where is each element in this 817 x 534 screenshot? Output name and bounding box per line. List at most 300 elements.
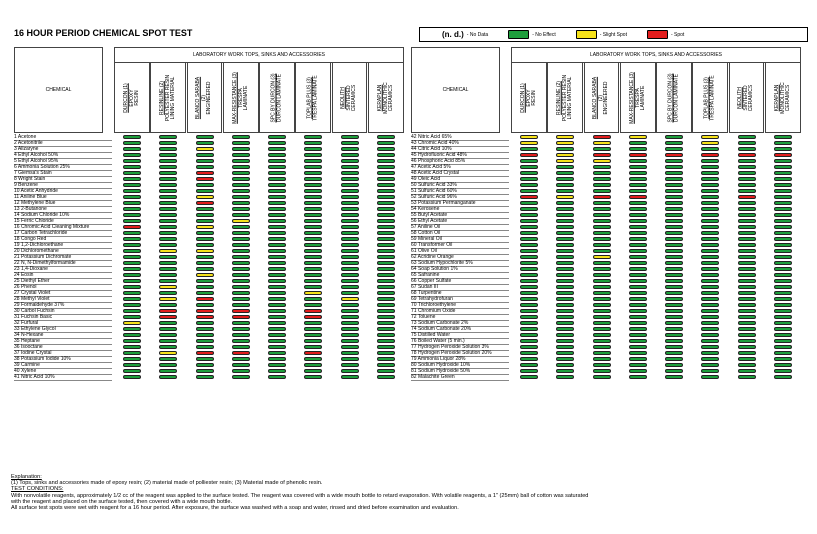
result-indicator [196,189,214,193]
result-indicator [377,177,395,181]
result-indicator [159,357,177,361]
result-indicator [196,369,214,373]
result-indicator [774,279,792,283]
result-indicator [123,231,141,235]
result-indicator [629,291,647,295]
result-indicator [196,327,214,331]
result-indicator [629,177,647,181]
result-indicator [629,207,647,211]
chemical-name: 44 Citric Acid 10% [411,146,509,153]
result-indicator [556,273,574,277]
result-indicator [593,243,611,247]
result-indicator [593,147,611,151]
result-indicator [629,213,647,217]
chemical-name: 24 Eosin [14,272,112,279]
result-indicator [629,183,647,187]
result-indicator [159,195,177,199]
result-indicator [377,159,395,163]
column-header-brand: KERAPLAN [773,84,780,111]
result-indicator [593,195,611,199]
result-indicator [232,363,250,367]
column-header-label [593,65,610,131]
result-indicator [774,345,792,349]
result-indicator [701,201,719,205]
result-indicator [629,309,647,313]
result-indicator [196,231,214,235]
result-indicator [304,135,322,139]
result-indicator [377,321,395,325]
result-indicator [159,171,177,175]
result-indicator [593,183,611,187]
result-indicator [665,327,683,331]
result-indicator [701,321,719,325]
result-indicator [341,225,359,229]
result-indicator [123,369,141,373]
result-indicator [123,147,141,151]
result-indicator [159,345,177,349]
result-indicator [304,195,322,199]
result-indicator [738,357,756,361]
column-header-brand: BLANCO SARABA [195,76,202,119]
column-header-label [738,65,755,131]
result-indicator [377,237,395,241]
result-indicator [232,171,250,175]
result-indicator [196,273,214,277]
chemical-name: 40 Xylene [14,368,112,375]
chemical-name: 36 Isooctane [14,344,112,351]
explanation-text: (1) Tops, sinks and accessories made of epoxy resin; (2) material made of polliester resin; (3) Material made of phenolic resin. [11,480,323,487]
result-indicator [268,255,286,259]
result-indicator [556,255,574,259]
result-indicator [159,219,177,223]
result-indicator [341,189,359,193]
result-indicator [774,357,792,361]
result-indicator [304,327,322,331]
result-indicator [665,249,683,253]
result-indicator [593,207,611,211]
result-indicator [159,285,177,289]
column-header-material: (2) ENGINEERED [597,80,610,115]
chemical-name: 46 Phosphoric Acid 85% [411,158,509,165]
result-indicator [377,375,395,379]
result-indicator [304,243,322,247]
result-indicator [774,375,792,379]
test-conditions-heading: TEST CONDITIONS: [11,486,64,493]
result-indicator [123,243,141,247]
result-indicator [232,243,250,247]
column-header-label [705,65,716,131]
result-indicator [377,309,395,313]
result-indicator [556,159,574,163]
result-indicator [774,363,792,367]
result-indicator [341,309,359,313]
result-indicator [196,309,214,313]
result-indicator [774,213,792,217]
result-indicator [556,165,574,169]
result-indicator [556,357,574,361]
column-header-label [341,65,358,131]
chemical-name: 4 Ethyl Alcohol 50% [14,152,112,159]
result-indicator [629,153,647,157]
result-indicator [232,147,250,151]
result-indicator [341,351,359,355]
result-indicator [159,303,177,307]
result-indicator [629,231,647,235]
result-indicator [593,201,611,205]
result-indicator [159,297,177,301]
column-header [223,63,259,133]
result-indicator [556,219,574,223]
result-cell [150,374,186,380]
chemical-name: 63 Sodium Hypochlorite 5% [411,260,509,267]
result-indicator [774,333,792,337]
result-indicator [520,327,538,331]
result-indicator [123,255,141,259]
result-indicator [232,297,250,301]
result-indicator [520,171,538,175]
result-indicator [738,363,756,367]
result-indicator [738,141,756,145]
result-indicator [556,231,574,235]
result-indicator [377,243,395,247]
result-indicator [738,261,756,265]
result-indicator [268,369,286,373]
result-indicator [159,369,177,373]
result-indicator [701,243,719,247]
result-indicator [377,201,395,205]
result-indicator [665,345,683,349]
result-indicator [629,159,647,163]
column-header-label [377,65,394,131]
result-indicator [341,135,359,139]
chemical-name: 73 Sodium Carbonate 2% [411,320,509,327]
column-header [368,63,404,133]
result-indicator [123,141,141,145]
result-indicator [196,297,214,301]
result-indicator [377,153,395,157]
result-indicator [304,279,322,283]
result-indicator [232,183,250,187]
result-indicator [377,303,395,307]
result-indicator [520,303,538,307]
result-indicator [232,375,250,379]
chemical-header: CHEMICAL [411,47,500,133]
result-indicator [232,255,250,259]
result-indicator [123,363,141,367]
result-indicator [377,315,395,319]
result-indicator [341,231,359,235]
result-indicator [377,339,395,343]
result-indicator [665,363,683,367]
result-indicator [665,333,683,337]
result-indicator [629,315,647,319]
chemical-name: 82 Malachite Green [411,374,509,381]
result-indicator [593,231,611,235]
result-indicator [123,321,141,325]
column-header-label [196,65,213,131]
chemical-name: 21 Potassium Dichromate [14,254,112,261]
result-indicator [665,207,683,211]
result-indicator [123,285,141,289]
result-indicator [701,267,719,271]
result-indicator [593,189,611,193]
result-indicator [232,135,250,139]
result-indicator [629,297,647,301]
result-indicator [665,225,683,229]
result-indicator [556,147,574,151]
result-indicator [738,147,756,151]
result-indicator [196,147,214,151]
result-indicator [268,345,286,349]
result-indicator [701,291,719,295]
result-indicator [304,267,322,271]
chemical-name: 8 Wright Stain [14,176,112,183]
result-indicator [159,291,177,295]
result-indicator [774,153,792,157]
result-indicator [268,363,286,367]
chemical-name: 1 Acetone [14,134,112,141]
result-indicator [520,315,538,319]
chemical-name: 37 Iodine Crystal [14,350,112,357]
chemical-name: 70 Trichloroethylene [411,302,509,309]
result-indicator [556,189,574,193]
column-header-brand: BLANCO SARABA [592,76,599,119]
result-indicator [774,255,792,259]
chemical-name: 20 Dichloromethane [14,248,112,255]
result-indicator [665,177,683,181]
result-indicator [665,291,683,295]
column-header-brand: RESINLINE (2) [158,80,165,115]
result-indicator [701,141,719,145]
result-indicator [159,165,177,169]
result-indicator [701,333,719,337]
result-indicator [593,321,611,325]
result-indicator [304,357,322,361]
result-indicator [556,171,574,175]
chemical-name: 22 N, N-Dimethylformamide [14,260,112,267]
result-indicator [738,315,756,319]
result-indicator [232,267,250,271]
chemical-name: 45 Hydrofluoric Acid 48% [411,152,509,159]
result-indicator [701,225,719,229]
result-indicator [232,321,250,325]
result-indicator [701,339,719,343]
result-indicator [593,315,611,319]
result-indicator [556,315,574,319]
chemical-name: 10 Acetic Anhydride [14,188,112,195]
result-indicator [520,177,538,181]
result-indicator [268,183,286,187]
result-indicator [123,213,141,217]
result-indicator [774,207,792,211]
column-header-brand: RESINLINE (2) [555,80,562,115]
chemical-name: 25 Diethyl Ether [14,278,112,285]
result-indicator [232,261,250,265]
result-indicator [701,363,719,367]
result-indicator [593,159,611,163]
result-indicator [629,135,647,139]
result-indicator [701,189,719,193]
result-indicator [159,153,177,157]
result-indicator [738,165,756,169]
result-indicator [593,219,611,223]
result-indicator [593,363,611,367]
chemical-name: 38 Potassium Iodide 10% [14,356,112,363]
result-indicator [232,315,250,319]
result-indicator [556,213,574,217]
result-indicator [701,237,719,241]
result-indicator [196,333,214,337]
result-indicator [629,189,647,193]
result-indicator [341,285,359,289]
result-indicator [123,273,141,277]
result-indicator [701,375,719,379]
result-indicator [341,141,359,145]
result-indicator [774,267,792,271]
result-indicator [232,189,250,193]
result-indicator [665,255,683,259]
chemical-name: 34 N-Hexane [14,332,112,339]
result-indicator [593,285,611,289]
result-indicator [377,357,395,361]
result-indicator [738,189,756,193]
result-indicator [196,165,214,169]
result-indicator [629,333,647,337]
result-indicator [665,351,683,355]
result-indicator [159,351,177,355]
result-indicator [123,357,141,361]
result-indicator [196,207,214,211]
result-indicator [304,291,322,295]
legend-no-effect-swatch [508,30,529,39]
result-indicator [520,285,538,289]
result-indicator [738,255,756,259]
result-indicator [304,201,322,205]
result-indicator [377,225,395,229]
result-indicator [738,339,756,343]
result-indicator [341,333,359,337]
result-indicator [232,177,250,181]
result-indicator [665,315,683,319]
result-indicator [341,315,359,319]
result-indicator [701,183,719,187]
result-indicator [196,171,214,175]
result-indicator [629,171,647,175]
result-indicator [123,165,141,169]
result-indicator [304,369,322,373]
result-indicator [377,255,395,259]
chemical-name: 27 Crystal Violet [14,290,112,297]
result-indicator [738,177,756,181]
result-indicator [774,189,792,193]
result-indicator [520,345,538,349]
result-indicator [377,249,395,253]
chemical-header: CHEMICAL [14,47,103,133]
column-header-label [160,65,177,131]
legend-spot-swatch [647,30,668,39]
chemical-name: 49 Oleic Acid [411,176,509,183]
result-indicator [520,159,538,163]
result-indicator [738,291,756,295]
result-indicator [159,255,177,259]
chemical-name: 35 Heptane [14,338,112,345]
result-indicator [520,351,538,355]
chemical-name: 41 Nitric Acid 10% [14,374,112,381]
left-table [14,47,407,380]
result-indicator [341,165,359,169]
result-indicator [665,309,683,313]
result-indicator [268,297,286,301]
result-indicator [159,141,177,145]
result-indicator [123,171,141,175]
result-indicator [520,201,538,205]
result-indicator [123,201,141,205]
result-indicator [341,219,359,223]
result-indicator [556,351,574,355]
result-indicator [665,273,683,277]
result-indicator [232,291,250,295]
result-indicator [268,249,286,253]
result-indicator [159,363,177,367]
result-indicator [268,237,286,241]
result-indicator [341,153,359,157]
result-indicator [123,339,141,343]
result-indicator [341,291,359,295]
column-header [332,63,368,133]
result-indicator [196,267,214,271]
result-indicator [665,369,683,373]
result-indicator [665,153,683,157]
result-indicator [701,147,719,151]
result-indicator [159,135,177,139]
result-indicator [593,225,611,229]
column-header-brand: DURCON (1) [122,82,129,113]
result-indicator [629,165,647,169]
result-indicator [774,237,792,241]
result-indicator [520,261,538,265]
result-indicator [304,351,322,355]
result-indicator [377,267,395,271]
result-indicator [123,177,141,181]
result-indicator [268,153,286,157]
result-indicator [268,195,286,199]
result-indicator [520,195,538,199]
result-indicator [629,243,647,247]
chemical-name: 59 Mineral Oil [411,236,509,243]
chemical-name: 5 Ethyl Alcohol 95% [14,158,112,165]
result-indicator [629,195,647,199]
result-indicator [377,183,395,187]
result-indicator [341,213,359,217]
result-indicator [304,285,322,289]
result-indicator [304,249,322,253]
chemical-name: 51 Sulfuric Acid 60% [411,188,509,195]
result-indicator [701,165,719,169]
result-indicator [341,177,359,181]
result-indicator [520,273,538,277]
result-indicator [701,309,719,313]
result-indicator [268,339,286,343]
result-indicator [196,135,214,139]
result-indicator [738,351,756,355]
result-indicator [304,231,322,235]
result-indicator [520,237,538,241]
result-indicator [304,321,322,325]
table-header [14,47,407,134]
result-indicator [738,345,756,349]
result-indicator [665,141,683,145]
result-indicator [556,225,574,229]
